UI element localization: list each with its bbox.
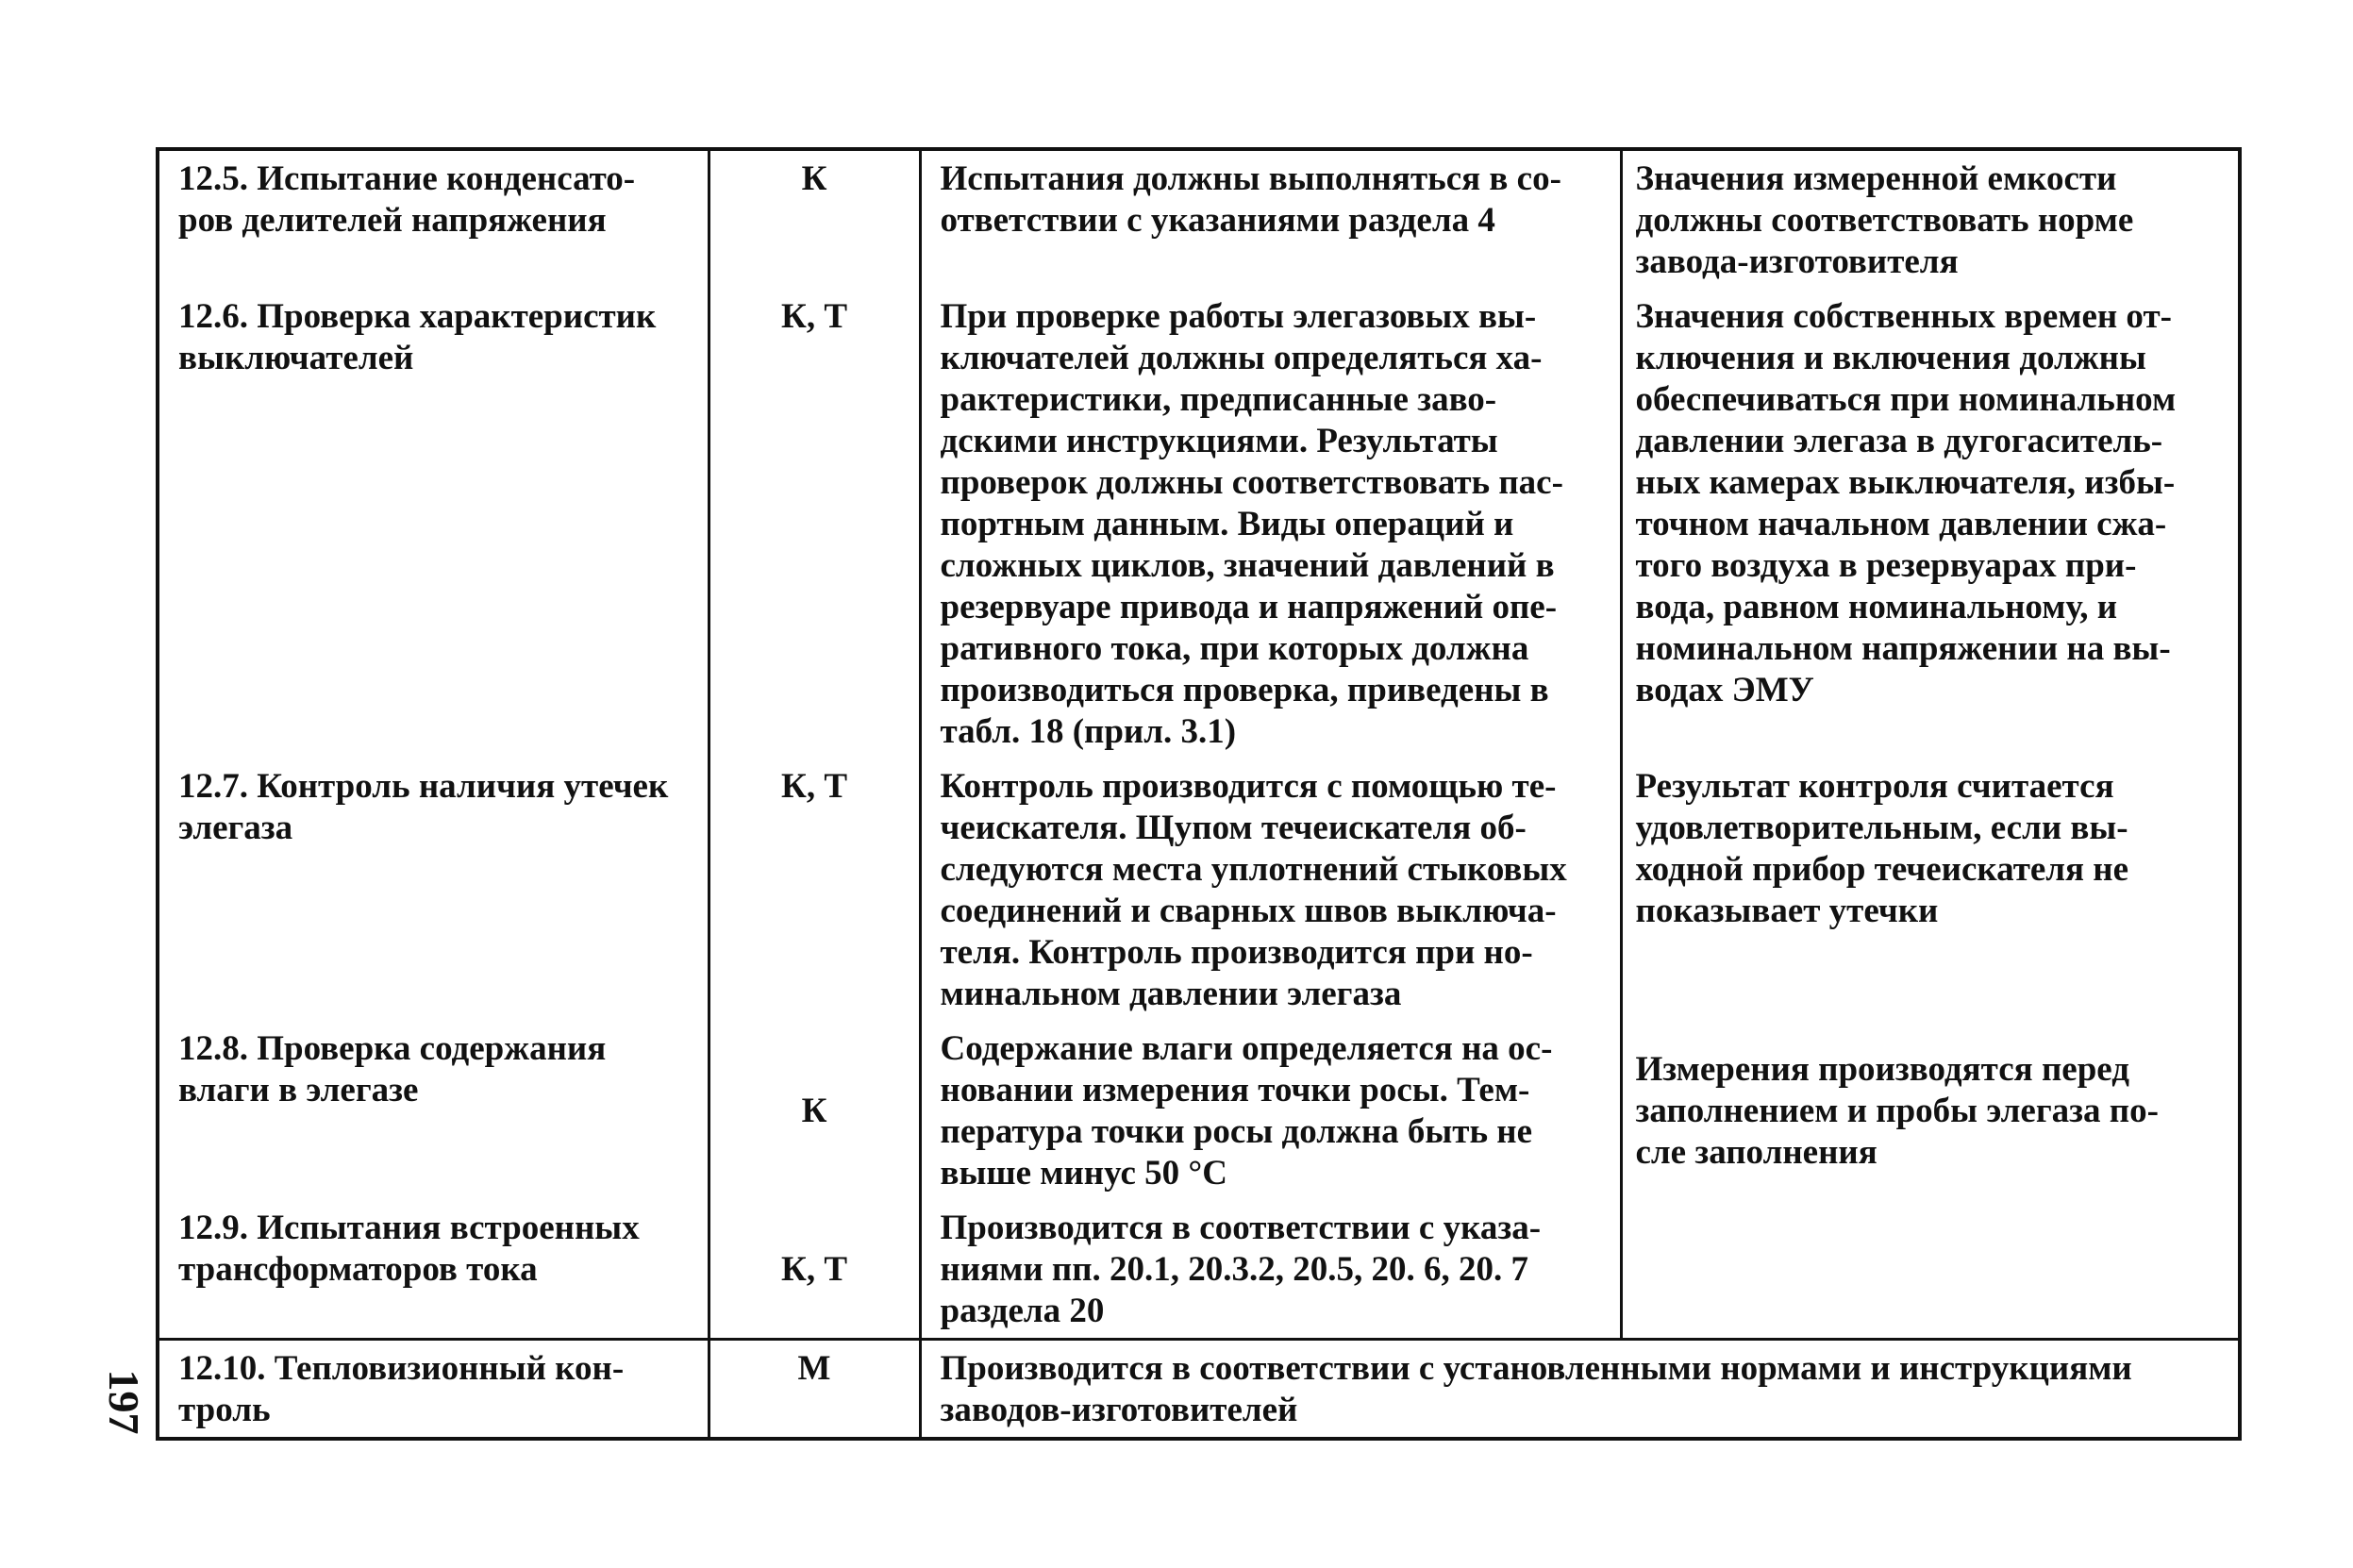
test-code-cell <box>709 149 920 289</box>
test-code: М <box>797 1349 831 1388</box>
test-name-cell <box>158 289 709 759</box>
test-code-cell <box>709 1340 920 1440</box>
instructions-text: Контроль производится с помощью те- чеискателя. Щупом течеискателя об- следуются места уплотнений стыковых соединений и сварных швов выключа- теля. Контроль производится при но- минальном давлении элегаза <box>940 767 1567 1013</box>
table-row <box>158 759 2240 1021</box>
test-code: К <box>801 1092 827 1130</box>
instructions-cell <box>920 1340 2240 1440</box>
instructions-cell <box>920 1021 1621 1200</box>
criteria-text: Значения измеренной емкости должны соответствовать норме завода-изготовителя <box>1635 159 2134 281</box>
instructions-text: Испытания должны выполняться в со- ответствии с указаниями раздела 4 <box>940 159 1561 240</box>
test-name: 12.9. Испытания встроенных трансформаторов тока <box>178 1209 640 1289</box>
table-row <box>158 149 2240 289</box>
test-code: К <box>801 159 827 198</box>
test-norms-table <box>156 147 2242 1441</box>
test-name-cell <box>158 149 709 289</box>
criteria-cell <box>1621 759 2240 1021</box>
criteria-text: Результат контроля считается удовлетворительным, если вы- ходной прибор течеискателя не показывает утечки <box>1635 767 2129 930</box>
test-name-cell <box>158 759 709 1021</box>
instructions-cell <box>920 289 1621 759</box>
criteria-cell <box>1621 289 2240 759</box>
table-row <box>158 289 2240 759</box>
test-name: 12.7. Контроль наличия утечек элегаза <box>178 767 669 847</box>
instructions-cell <box>920 149 1621 289</box>
instructions-cell <box>920 1200 1621 1340</box>
test-code: К, Т <box>780 1250 847 1289</box>
test-code: К, Т <box>780 767 847 806</box>
test-name: 12.6. Проверка характеристик выключателей <box>178 297 657 377</box>
test-name-cell <box>158 1200 709 1340</box>
instructions-text: Содержание влаги определяется на ос- новании измерения точки росы. Тем- пература точки росы должна быть не выше минус 50 °С <box>940 1029 1553 1193</box>
table-row <box>158 1021 2240 1200</box>
instructions-text: Производится в соответствии с указа- ниями пп. 20.1, 20.3.2, 20.5, 20. 6, 20. 7 раздела 20 <box>940 1209 1542 1330</box>
test-code-cell <box>709 289 920 759</box>
table-row <box>158 1340 2240 1440</box>
instructions-cell <box>920 759 1621 1021</box>
test-name-cell <box>158 1021 709 1200</box>
test-code-cell <box>709 1200 920 1340</box>
criteria-text: Измерения производятся перед заполнением и пробы элегаза по- сле заполнения <box>1635 1050 2159 1172</box>
test-name-cell <box>158 1340 709 1440</box>
criteria-cell <box>1621 1021 2240 1340</box>
instructions-text: При проверке работы элегазовых вы- ключателей должны определяться ха- рактеристики, предписанные заво- дскими инструкциями. Результаты проверок должны соответствовать пас- портным данным. Виды операций и сложных циклов, значений давлений в резервуаре привода и напряжений опе- ративного тока, при которых должна производиться проверка, приведены в табл. 18 (прил. 3.1) <box>940 297 1563 751</box>
test-name: 12.10. Тепловизионный кон- троль <box>178 1349 625 1429</box>
test-code: К, Т <box>780 297 847 336</box>
test-name: 12.8. Проверка содержания влаги в элегазе <box>178 1029 607 1109</box>
instructions-text: Производится в соответствии с установленными нормами и инструкциями заводов-изготовителей <box>940 1349 2132 1429</box>
test-code-cell <box>709 1021 920 1200</box>
page-number: 197 <box>100 1369 149 1435</box>
criteria-text: Значения собственных времен от- ключения и включения должны обеспечиваться при номинальном давлении элегаза в дугогаситель- ных камерах выключателя, избы- точном начальном давлении сжа- того воздуха в резервуарах при- вода, равном номинальному, и номинальном напряжении на вы- водах ЭМУ <box>1635 297 2177 709</box>
criteria-cell <box>1621 149 2240 289</box>
test-code-cell <box>709 759 920 1021</box>
test-name: 12.5. Испытание конденсато- ров делителей напряжения <box>178 159 636 240</box>
